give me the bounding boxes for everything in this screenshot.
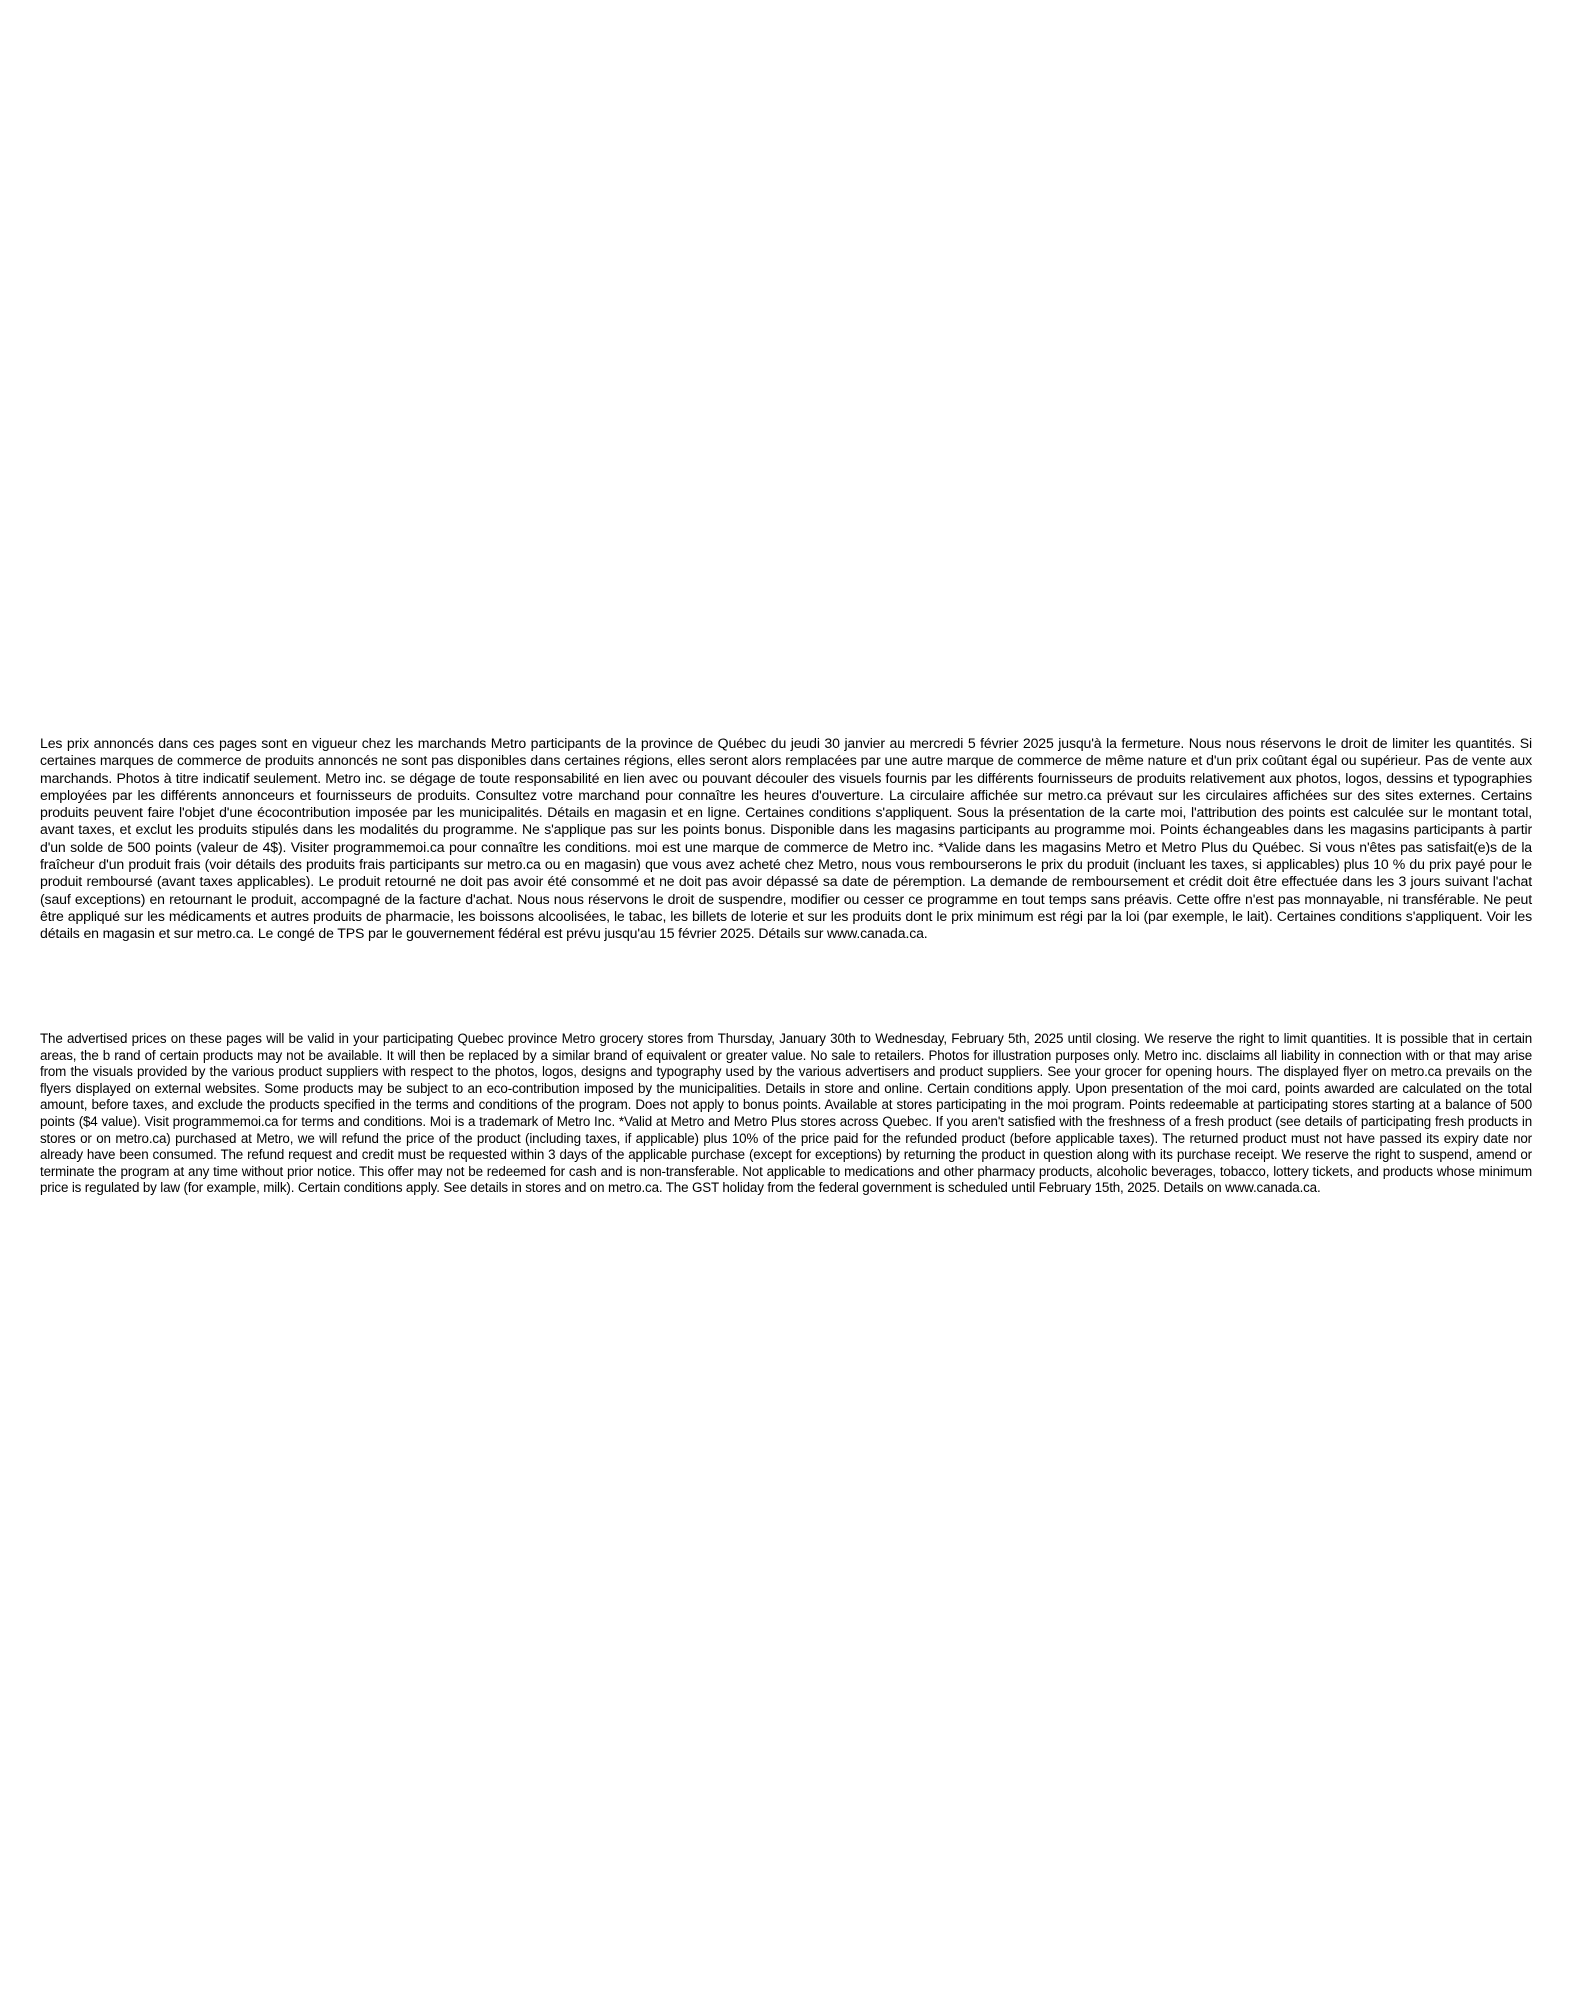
legal-terms-french-text: Les prix annoncés dans ces pages sont en vigueur chez les marchands Metro participants de la province de Québec du jeudi 30 janvier au mercredi 5 février 2025 jusqu'à la fermeture. Nous nous réservons le droit de limiter les quantités. Si certaines marques de commerce de produits annoncés ne sont pas disponibles dans certaines régions, elles seront alors remplacées par une autre marque de commerce de même nature et d'un prix coûtant égal ou supérieur. Pas de vente aux marchands. Photos à titre indicatif seulement. Metro inc. se dégage de toute responsabilité en lien avec ou pouvant découler des visuels fournis par les différents fournisseurs de produits relativement aux photos, logos, dessins et typographies employées par les différents annonceurs et fournisseurs de produits. Consultez votre marchand pour connaître les heures d'ouverture. La circulaire affichée sur metro.ca prévaut sur les circulaires affichées sur des sites externes. Certains produits peuvent faire l'objet d'une écocontribution imposée par les municipalités. Détails en magasin et en ligne. Certaines conditions s'appliquent. Sous la présentation de la carte moi, l'attribution des points est calculée sur le montant total, avant taxes, et exclut les produits stipulés dans les modalités du programme. Ne s'applique pas sur les points bonus. Disponible dans les magasins participants au programme moi. Points échangeables dans les magasins participants à partir d'un solde de 500 points (valeur de 4$). Visiter programmemoi.ca pour connaître les conditions. moi est une marque de commerce de Metro inc. *Valide dans les magasins Metro et Metro Plus du Québec. Si vous n'êtes pas satisfait(e)s de la fraîcheur d'un produit frais (voir détails des produits frais participants sur metro.ca ou en magasin) que vous avez acheté chez Metro, nous vous rembourserons le prix du produit (incluant les taxes, si applicables) plus 10 % du prix payé pour le produit remboursé (avant taxes applicables). Le produit retourné ne doit pas avoir été consommé et ne doit pas avoir dépassé sa date de péremption. La demande de remboursement et crédit doit être effectuée dans les 3 jours suivant l'achat (sauf exceptions) en retournant le produit, accompagné de la facture d'achat. Nous nous réservons le droit de suspendre, modifier ou cesser ce programme en tout temps sans préavis. Cette offre n'est pas monnayable, ni transférable. Ne peut être appliqué sur les médicaments et autres produits de pharmacie, les boissons alcoolisées, le tabac, les billets de loterie et sur les produits dont le prix minimum est régi par la loi (par exemple, le lait). Certaines conditions s'appliquent. Voir les détails en magasin et sur metro.ca. Le congé de TPS par le gouvernement fédéral est prévu jusqu'au 15 février 2025. Détails sur www.canada.ca.	[40, 735, 1532, 942]
legal-terms-french	[40, 735, 1532, 943]
legal-terms-english	[40, 1031, 1532, 1197]
legal-terms-english-text: The advertised prices on these pages will be valid in your participating Quebec province Metro grocery stores from Thursday, January 30th to Wednesday, February 5th, 2025 until closing. We reserve the right to limit quantities. It is possible that in certain areas, the b rand of certain products may not be available. It will then be replaced by a similar brand of equivalent or greater value. No sale to retailers. Photos for illustration purposes only. Metro inc. disclaims all liability in connection with or that may arise from the visuals provided by the various product suppliers with respect to the photos, logos, designs and typography used by the various advertisers and product suppliers. See your grocer for opening hours. The displayed flyer on metro.ca prevails on the flyers displayed on external websites. Some products may be subject to an eco-contribution imposed by the municipalities. Details in store and online. Certain conditions apply. Upon presentation of the moi card, points awarded are calculated on the total amount, before taxes, and exclude the products specified in the terms and conditions of the program. Does not apply to bonus points. Available at stores participating in the moi program. Points redeemable at participating stores starting at a balance of 500 points ($4 value). Visit programmemoi.ca for terms and conditions. Moi is a trademark of Metro Inc. *Valid at Metro and Metro Plus stores across Quebec. If you aren't satisfied with the freshness of a fresh product (see details of participating fresh products in stores or on metro.ca) purchased at Metro, we will refund the price of the product (including taxes, if applicable) plus 10% of the price paid for the refunded product (before applicable taxes). The returned product must not have passed its expiry date nor already have been consumed. The refund request and credit must be requested within 3 days of the applicable purchase (except for exceptions) by returning the product in question along with its purchase receipt. We reserve the right to suspend, amend or terminate the program at any time without prior notice. This offer may not be redeemed for cash and is non-transferable. Not applicable to medications and other pharmacy products, alcoholic beverages, tobacco, lottery tickets, and products whose minimum price is regulated by law (for example, milk). Certain conditions apply. See details in stores and on metro.ca. The GST holiday from the federal government is scheduled until February 15th, 2025. Details on www.canada.ca.	[40, 1031, 1532, 1196]
